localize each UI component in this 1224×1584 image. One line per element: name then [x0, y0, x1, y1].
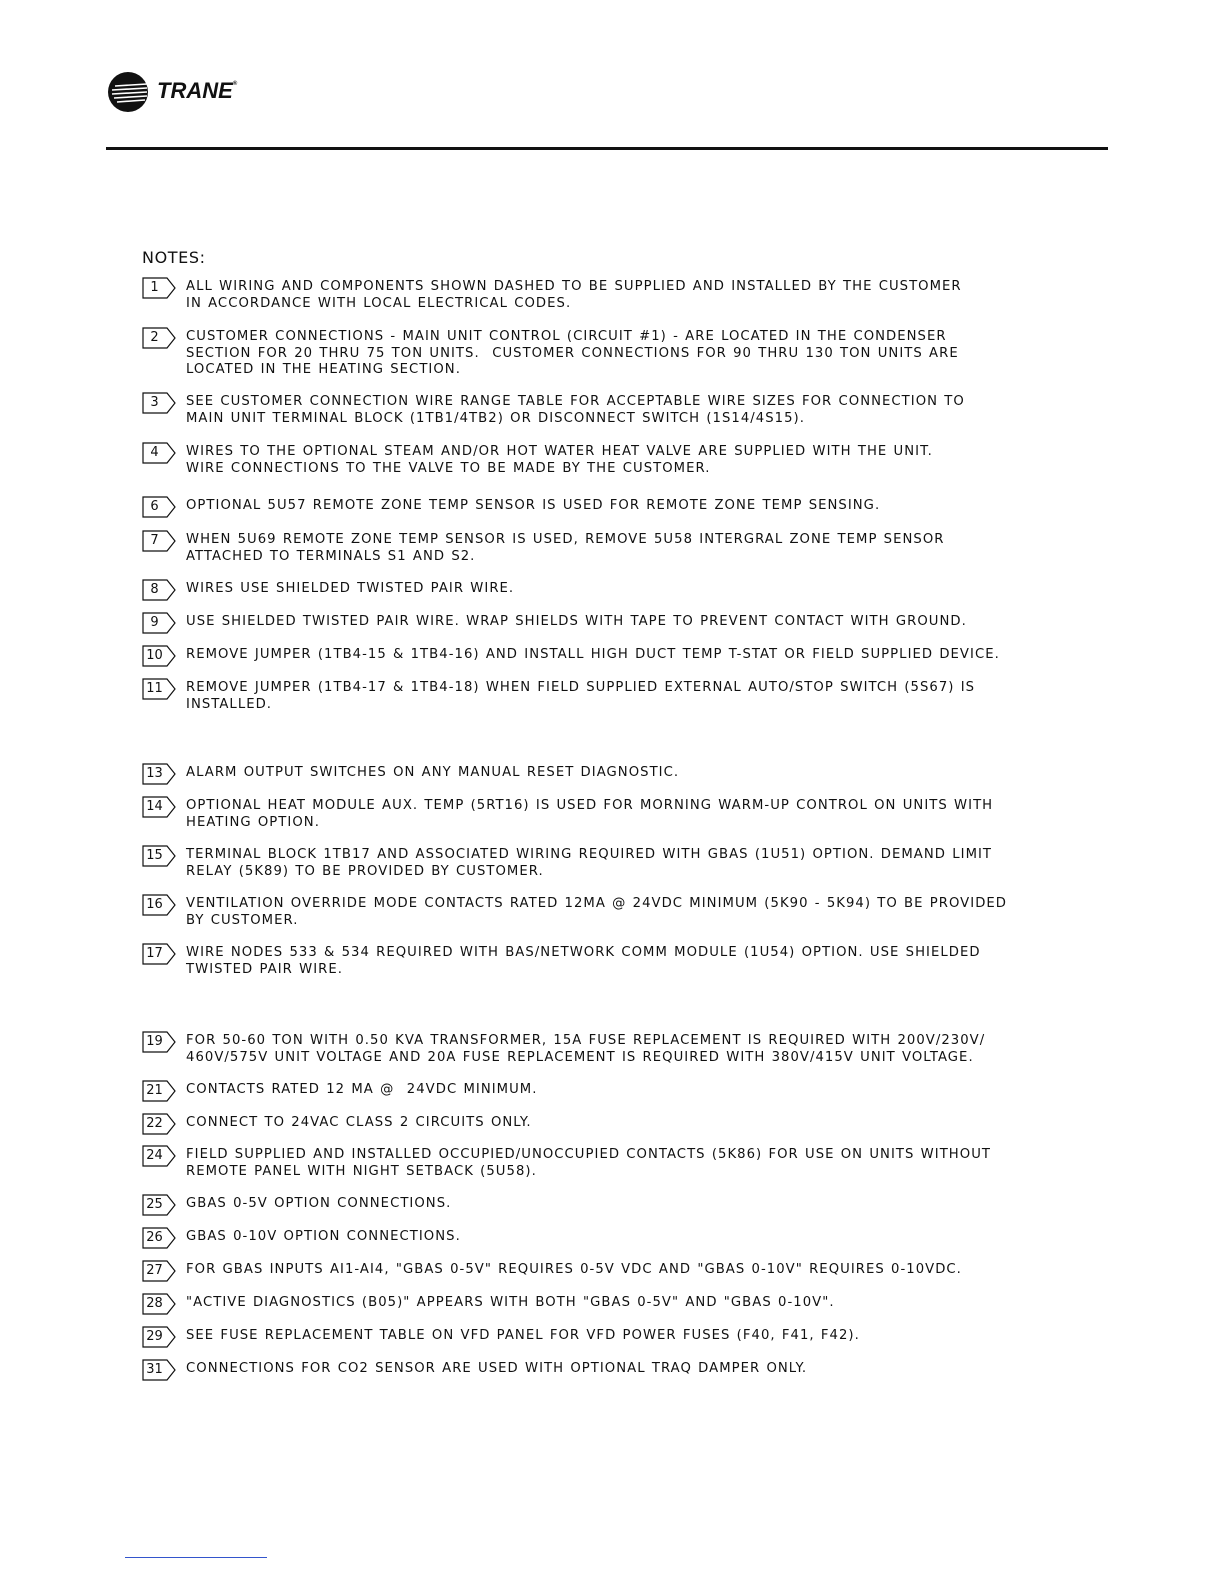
note-text: REMOVE JUMPER (1TB4-17 & 1TB4-18) WHEN FIELD SUPPLIED EXTERNAL AUTO/STOP SWITCH (5S67) IS INSTALLED.	[186, 680, 976, 712]
note-flag-icon	[142, 442, 175, 463]
note-number: 1	[150, 280, 159, 295]
header-divider	[106, 147, 1108, 150]
note-number: 3	[150, 395, 159, 410]
note-text: ALL WIRING AND COMPONENTS SHOWN DASHED TO BE SUPPLIED AND INSTALLED BY THE CUSTOMER IN ACCORDANCE WITH LOCAL ELECTRICAL CODES.	[186, 279, 962, 311]
note-flag-icon	[142, 1359, 175, 1380]
note-flag-icon	[142, 327, 175, 348]
note-number: 8	[150, 582, 159, 597]
note-number: 11	[146, 681, 163, 696]
note-number: 16	[146, 897, 163, 912]
note-flag-icon	[142, 678, 175, 699]
note-number: 29	[146, 1329, 163, 1344]
note-text: USE SHIELDED TWISTED PAIR WIRE. WRAP SHIELDS WITH TAPE TO PREVENT CONTACT WITH GROUND.	[186, 614, 967, 629]
note-text: REMOVE JUMPER (1TB4-15 & 1TB4-16) AND INSTALL HIGH DUCT TEMP T-STAT OR FIELD SUPPLIED DEVICE.	[186, 647, 1000, 662]
note-number: 26	[146, 1230, 163, 1245]
note-flag-icon	[142, 763, 175, 784]
note-text: FOR GBAS INPUTS AI1-AI4, "GBAS 0-5V" REQUIRES 0-5V VDC AND "GBAS 0-10V" REQUIRES 0-10VDC.	[186, 1262, 962, 1277]
note-text: WHEN 5U69 REMOTE ZONE TEMP SENSOR IS USED, REMOVE 5U58 INTERGRAL ZONE TEMP SENSOR ATTACHED TO TERMINALS S1 AND S2.	[186, 532, 945, 564]
note-text: SEE FUSE REPLACEMENT TABLE ON VFD PANEL FOR VFD POWER FUSES (F40, F41, F42).	[186, 1328, 860, 1343]
note-text: GBAS 0-10V OPTION CONNECTIONS.	[186, 1229, 461, 1244]
note-text: GBAS 0-5V OPTION CONNECTIONS.	[186, 1196, 452, 1211]
registered-mark: ®	[232, 81, 238, 87]
note-text: FOR 50-60 TON WITH 0.50 KVA TRANSFORMER, 15A FUSE REPLACEMENT IS REQUIRED WITH 200V/230V/ 460V/575V UNIT VOLTAGE AND 20A FUSE REPLACEMENT IS REQUIRED WITH 380V/415V UNIT VOLTAGE.	[186, 1033, 986, 1065]
note-text: CUSTOMER CONNECTIONS - MAIN UNIT CONTROL (CIRCUIT #1) - ARE LOCATED IN THE CONDENSER SECTION FOR 20 THRU 75 TON UNITS. CUSTOMER CONNECTIONS FOR 90 THRU 130 TON UNITS ARE LOCATED IN THE HEATING SECTION.	[186, 329, 959, 377]
note-text: TERMINAL BLOCK 1TB17 AND ASSOCIATED WIRING REQUIRED WITH GBAS (1U51) OPTION. DEMAND LIMIT RELAY (5K89) TO BE PROVIDED BY CUSTOMER.	[186, 847, 993, 879]
note-text: CONNECT TO 24VAC CLASS 2 CIRCUITS ONLY.	[186, 1115, 532, 1130]
note-number: 19	[146, 1034, 163, 1049]
note-flag-icon	[142, 645, 175, 666]
note-flag-icon	[142, 277, 175, 298]
notes-section	[142, 247, 1007, 1377]
note-number: 6	[150, 499, 159, 514]
note-number: 14	[146, 799, 163, 814]
note-text: CONTACTS RATED 12 MA @ 24VDC MINIMUM.	[186, 1082, 538, 1097]
note-text: WIRES USE SHIELDED TWISTED PAIR WIRE.	[186, 581, 515, 596]
note-number: 13	[146, 766, 163, 781]
note-text: WIRE NODES 533 & 534 REQUIRED WITH BAS/NETWORK COMM MODULE (1U54) OPTION. USE SHIELDED TWISTED PAIR WIRE.	[186, 945, 981, 977]
note-flag-icon	[142, 894, 175, 915]
note-text: VENTILATION OVERRIDE MODE CONTACTS RATED 12MA @ 24VDC MINIMUM (5K90 - 5K94) TO BE PROVIDED BY CUSTOMER.	[186, 896, 1007, 928]
note-number: 22	[146, 1116, 163, 1131]
note-text: ALARM OUTPUT SWITCHES ON ANY MANUAL RESET DIAGNOSTIC.	[186, 765, 680, 780]
note-flag-icon	[142, 943, 175, 964]
footer-underline	[125, 1557, 267, 1558]
note-number: 17	[146, 946, 163, 961]
note-text: CONNECTIONS FOR CO2 SENSOR ARE USED WITH OPTIONAL TRAQ DAMPER ONLY.	[186, 1361, 808, 1376]
note-flag-icon	[142, 612, 175, 633]
note-flag-icon	[142, 1145, 175, 1166]
note-text: OPTIONAL 5U57 REMOTE ZONE TEMP SENSOR IS USED FOR REMOTE ZONE TEMP SENSING.	[186, 498, 881, 513]
note-text: "ACTIVE DIAGNOSTICS (B05)" APPEARS WITH BOTH "GBAS 0-5V" AND "GBAS 0-10V".	[186, 1295, 835, 1310]
note-flag-icon	[142, 392, 175, 413]
note-flag-icon	[142, 1080, 175, 1101]
note-number: 21	[146, 1083, 163, 1098]
note-number: 25	[146, 1197, 163, 1212]
note-number: 4	[150, 445, 159, 460]
note-flag-icon	[142, 1194, 175, 1215]
note-number: 31	[146, 1362, 163, 1377]
note-text: FIELD SUPPLIED AND INSTALLED OCCUPIED/UNOCCUPIED CONTACTS (5K86) FOR USE ON UNITS WITHOUT REMOTE PANEL WITH NIGHT SETBACK (5U58).	[186, 1147, 992, 1179]
note-flag-icon	[142, 1260, 175, 1281]
note-flag-icon	[142, 530, 175, 551]
note-text: SEE CUSTOMER CONNECTION WIRE RANGE TABLE FOR ACCEPTABLE WIRE SIZES FOR CONNECTION TO MAIN UNIT TERMINAL BLOCK (1TB1/4TB2) OR DISCONNECT SWITCH (1S14/4S15).	[186, 394, 965, 426]
note-number: 28	[146, 1296, 163, 1311]
note-number: 7	[150, 533, 159, 548]
trane-logo-icon	[107, 71, 149, 113]
note-flag-icon	[142, 845, 175, 866]
note-flag-icon	[142, 579, 175, 600]
note-number: 24	[146, 1148, 163, 1163]
brand-name: TRANE	[157, 78, 233, 103]
note-text: OPTIONAL HEAT MODULE AUX. TEMP (5RT16) IS USED FOR MORNING WARM-UP CONTROL ON UNITS WITH HEATING OPTION.	[186, 798, 994, 830]
note-flag-icon	[142, 496, 175, 517]
note-flag-icon	[142, 1113, 175, 1134]
note-number: 10	[146, 648, 163, 663]
note-flag-icon	[142, 1227, 175, 1248]
note-number: 15	[146, 848, 163, 863]
note-number: 2	[150, 330, 159, 345]
note-number: 27	[146, 1263, 163, 1278]
note-flag-icon	[142, 1031, 175, 1052]
note-flag-icon	[142, 1326, 175, 1347]
notes-title: NOTES:	[142, 248, 206, 267]
page-header	[0, 0, 1224, 160]
brand-wordmark	[157, 78, 237, 104]
note-text: WIRES TO THE OPTIONAL STEAM AND/OR HOT WATER HEAT VALVE ARE SUPPLIED WITH THE UNIT. WIRE CONNECTIONS TO THE VALVE TO BE MADE BY THE CUSTOMER.	[186, 444, 933, 476]
note-number: 9	[150, 615, 159, 630]
note-flag-icon	[142, 1293, 175, 1314]
note-flag-icon	[142, 796, 175, 817]
